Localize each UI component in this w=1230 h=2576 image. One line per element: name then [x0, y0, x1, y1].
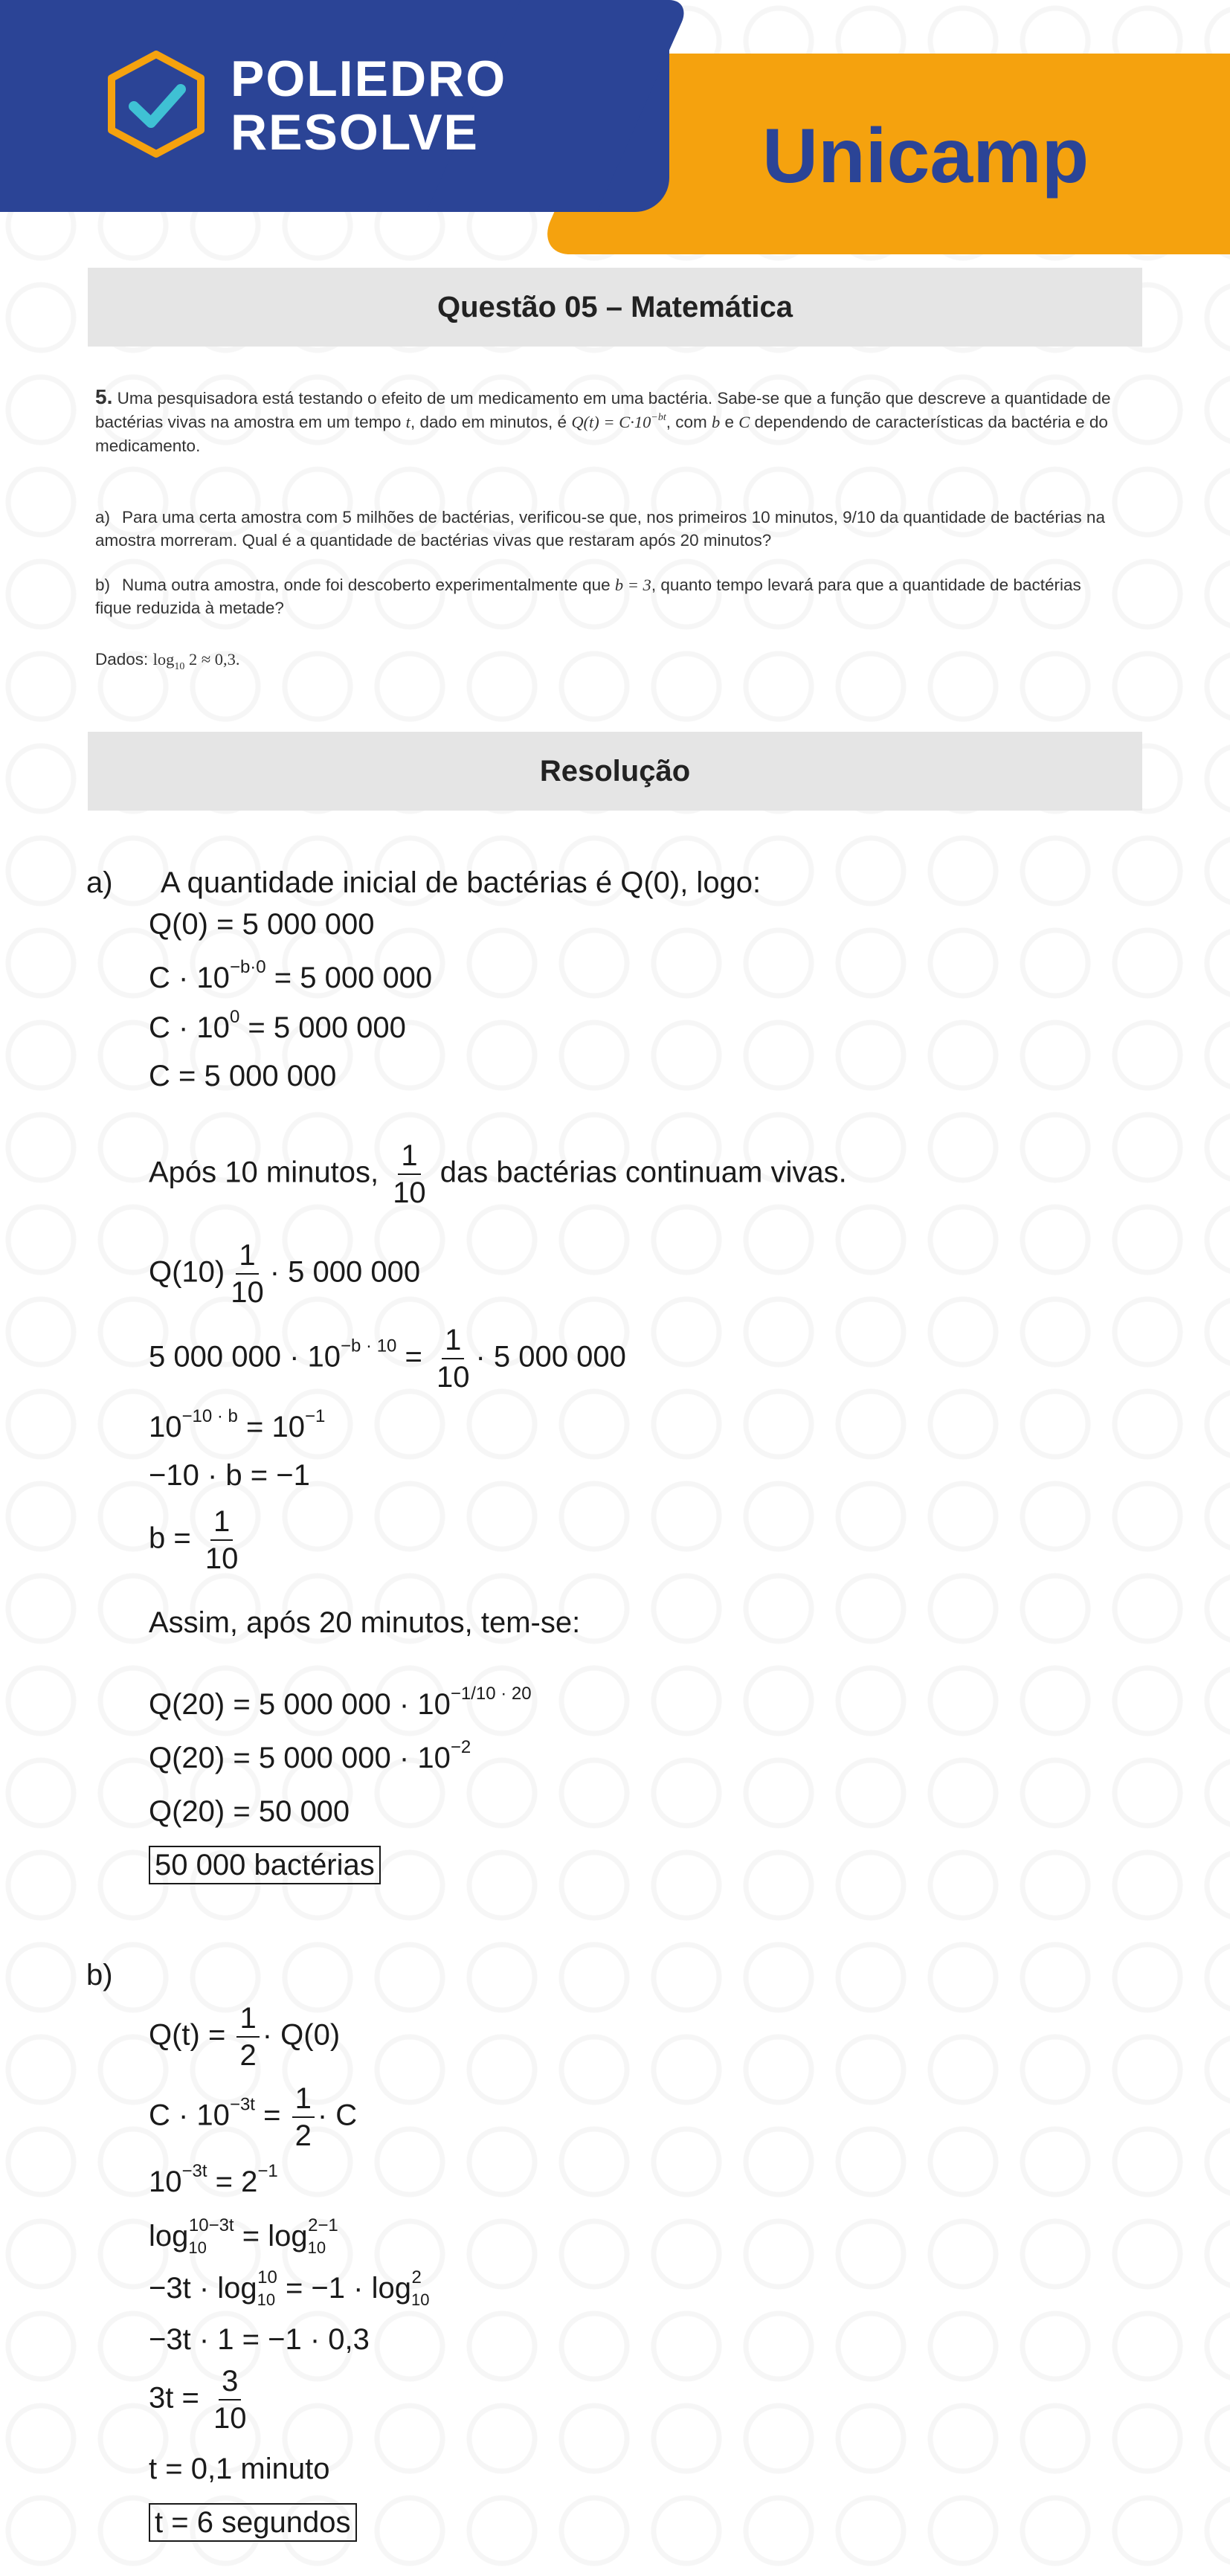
var-c: C: [738, 413, 750, 431]
question-text-3: , com: [666, 413, 712, 431]
resolution-title: Resolução: [539, 754, 691, 788]
part-b-label: b): [86, 1959, 113, 1991]
question-title: Questão 05 – Matemática: [437, 290, 793, 323]
hexagon-check-icon: [100, 48, 212, 160]
part-a-intro: [86, 866, 761, 900]
b-line-7: 3t = $\frac{3}{10}$: [149, 2365, 247, 2435]
a-answer-box: 50 000 bactérias: [149, 1846, 381, 1884]
question-data: Dados: $\log_{10} 2 \approx 0,3$.: [95, 650, 240, 672]
a-after-10: Após 10 minutos, $\frac{1}{10}$ das bactérias continuam vivas.: [149, 1139, 847, 1209]
resolution-title-bar: [88, 732, 1142, 811]
b-line-2: $C \cdot 10^{-3t}$ = $\frac{1}{2}$ · C: [149, 2082, 358, 2152]
question-item-b: [95, 573, 1121, 619]
question-number: 5.: [95, 385, 113, 408]
b-line-1: Q(t) = $\frac{1}{2}$ · Q(0): [149, 2002, 341, 2072]
item-b-label: b): [95, 576, 111, 594]
a-line-8: −10 · b = −1: [149, 1459, 310, 1492]
a-line-10: Q(20) = 5 000 $000 \cdot 10^{-1/10 \cdot 20}$: [149, 1684, 532, 1721]
question-title-bar: [88, 268, 1142, 347]
b-line-6: −3t · 1 = −1 · 0,3: [149, 2323, 370, 2356]
b-line-5: $-3t \cdot \log_{10}^{10} = -1 \cdot \log_{10}^2$: [149, 2267, 430, 2309]
a-assim: Assim, após 20 minutos, tem-se:: [149, 1606, 581, 1639]
question-text-2: , dado em minutos, é: [410, 413, 572, 431]
a-line-3: $C \cdot 10^0 = 5$ 000 000: [149, 1007, 406, 1044]
b-line-8: t = 0,1 minuto: [149, 2453, 330, 2485]
brand-logo-text: [231, 52, 506, 159]
var-t: t: [405, 413, 410, 431]
b-answer: [149, 2506, 357, 2540]
header: [0, 0, 1230, 268]
b-line-4: $\log_{10}^{10-3t} = \log_{10}^{2-1}$: [149, 2215, 338, 2257]
item-a-text: Para uma certa amostra com 5 milhões de bactérias, verificou-se que, nos primeiros 10 minutos, 9/10 da quantidade de bactérias na amostra morreram. Qual é a quantidade de bactérias vivas que restaram após 20 minutos?: [95, 508, 1105, 550]
question-text-5: dependendo de características da bactéria e do medicamento.: [95, 413, 1108, 455]
a-line-5: Q(10) $\frac{1}{10}$ · 5 000 000: [149, 1239, 421, 1309]
part-a-intro-text: A quantidade inicial de bactérias é Q(0), logo:: [161, 866, 761, 899]
item-b-math: b = 3: [614, 576, 651, 594]
a-line-7: $10^{-10 \cdot b} = 10^{-1}$: [149, 1406, 326, 1443]
var-b: b: [711, 413, 721, 431]
a-line-6: 5 000 $000 \cdot 10^{-b \cdot 10}$ = $\frac{1}{10}$ · 5 000 000: [149, 1324, 626, 1394]
item-b-text-1: Numa outra amostra, onde foi descoberto experimentalmente que: [122, 576, 615, 594]
item-a-label: a): [95, 508, 111, 527]
exam-name: Unicamp: [762, 113, 1089, 199]
b-answer-box: t = 6 segundos: [149, 2503, 357, 2542]
brand-line-2: RESOLVE: [231, 104, 479, 161]
b-line-3: $10^{-3t} = 2^{-1}$: [149, 2161, 278, 2198]
item-b-text-2: , quanto tempo levará para que a quantidade de bactérias fique reduzida à metade?: [95, 576, 1081, 617]
question-statement: [95, 385, 1136, 458]
brand-line-1: POLIEDRO: [231, 51, 507, 107]
a-line-2: $C \cdot 10^{-b\cdot 0} = 5$ 000 000: [149, 957, 433, 994]
a-line-9: b = $\frac{1}{10}$: [149, 1505, 239, 1575]
a-line-1: Q(0) = 5 000 000: [149, 908, 375, 941]
a-answer: [149, 1849, 381, 1882]
question-text-1: Uma pesquisadora está testando o efeito de um medicamento em uma bactéria. Sabe-se que a função que descreve a quantidade de bactérias vivas na amostra em um tempo: [95, 389, 1111, 431]
a-line-4: C = 5 000 000: [149, 1060, 337, 1092]
a-line-11: Q(20) = 5 000 $000 \cdot 10^{-2}$: [149, 1737, 471, 1774]
part-a-label: a): [86, 866, 113, 899]
question-text-4: e: [720, 413, 739, 431]
a-line-12: Q(20) = 50 000: [149, 1795, 350, 1828]
question-formula: $Q(t) = C\cdot 10^{-bt}$: [571, 412, 666, 431]
question-item-a: [95, 506, 1121, 552]
